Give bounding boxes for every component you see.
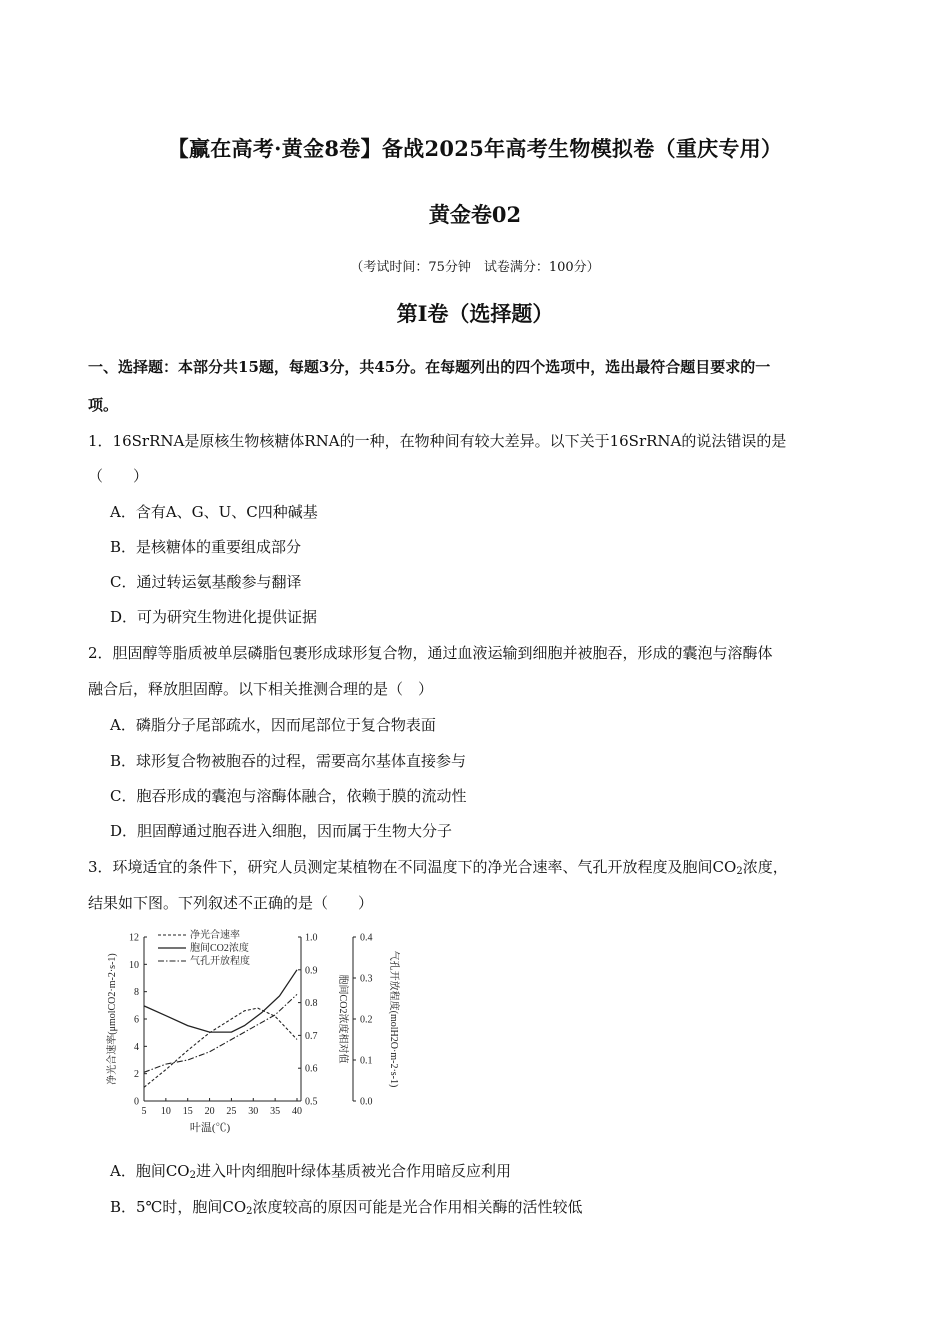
right-tick-label: 0.4: [360, 932, 373, 944]
q2-option-c: C．胞吞形成的囊泡与溶酶体融合，依赖于膜的流动性: [110, 787, 467, 805]
q1-option-a: A．含有A、G、U、C四种碱基: [110, 503, 318, 521]
q1-stem-line-1: 1．16SrRNA是原核生物核糖体RNA的一种，在物种间有较大差异。以下关于16SrRNA的说法错误的是: [88, 432, 787, 450]
mid-tick-label: 1.0: [305, 932, 318, 944]
x-tick-label: 40: [292, 1106, 302, 1117]
right-axis-title: 气孔开放程度(molH2O·m-2·s-1): [388, 950, 399, 1088]
instructions-line-1: 一、选择题：本部分共15题，每题3分，共45分。在每题列出的四个选项中，选出最符合题目要求的一: [88, 358, 771, 376]
q3-stem-line-1: 3．环境适宜的条件下，研究人员测定某植物在不同温度下的净光合速率、气孔开放程度及胞间$CO_2$浓度，: [88, 858, 788, 877]
q2-stem-line-2: 融合后，释放胆固醇。以下相关推测合理的是（ ）: [88, 680, 434, 698]
q3-option-a: A．胞间$CO_2$进入叶肉细胞叶绿体基质被光合作用暗反应利用: [110, 1162, 511, 1181]
mid-tick-label: 0.9: [305, 965, 318, 977]
q1-option-b: B．是核糖体的重要组成部分: [110, 538, 302, 556]
left-tick-label: 2: [134, 1069, 139, 1081]
q2-option-b: B．球形复合物被胞吞的过程，需要高尔基体直接参与: [110, 752, 467, 770]
right-tick-label: 0.0: [360, 1096, 373, 1108]
mid-tick-label: 0.7: [305, 1030, 318, 1042]
q2-option-a: A．磷脂分子尾部疏水，因而尾部位于复合物表面: [110, 716, 436, 734]
x-tick-label: 10: [160, 1106, 171, 1117]
q3-stem-line-2: 结果如下图。下列叙述不正确的是（ ）: [88, 894, 374, 912]
left-axis-title: 净光合速率(μmolCO2·m-2·s-1): [107, 953, 118, 1085]
mid-tick-label: 0.6: [305, 1063, 318, 1075]
legend-label-stomata: 气孔开放程度: [190, 956, 250, 967]
q1-option-d: D．可为研究生物进化提供证据: [110, 608, 318, 626]
left-tick-label: 6: [134, 1014, 139, 1026]
legend-label-co2: 胞间CO2浓度: [190, 943, 249, 954]
right-tick-label: 0.3: [360, 973, 373, 985]
left-tick-label: 12: [129, 932, 139, 944]
q3-chart: [100, 925, 410, 1140]
left-tick-label: 8: [134, 987, 139, 999]
series-stomatal-opening: [144, 994, 297, 1072]
x-tick-label: 15: [182, 1106, 193, 1117]
right-tick-label: 0.1: [360, 1055, 373, 1067]
left-tick-label: 0: [134, 1096, 139, 1108]
q1-stem-line-2: （ ）: [88, 467, 149, 485]
x-tick-label: 30: [248, 1106, 259, 1117]
x-tick-label: 25: [226, 1106, 237, 1117]
right-tick-label: 0.2: [360, 1014, 373, 1026]
left-tick-label: 10: [129, 959, 139, 971]
instructions-line-2: 项。: [88, 396, 119, 414]
legend: [158, 928, 250, 967]
mid-tick-label: 0.5: [305, 1096, 318, 1108]
legend-label-net-photosynthesis: 净光合速率: [190, 930, 240, 941]
mid-axis-title: 胞间CO2浓度相对值: [337, 974, 348, 1064]
page-title: 【赢在高考·黄金8卷】备战2025年高考生物模拟卷（重庆专用）: [167, 136, 783, 161]
section-title: 第I卷（选择题）: [396, 301, 554, 326]
series-net-photosynthesis: [144, 1008, 297, 1087]
exam-info: （考试时间：75分钟 试卷满分：100分）: [350, 260, 600, 275]
mid-tick-label: 0.8: [305, 998, 318, 1010]
q2-option-d: D．胆固醇通过胞吞进入细胞，因而属于生物大分子: [110, 822, 453, 840]
page-subtitle: 黄金卷02: [428, 202, 522, 227]
q2-stem-line-1: 2．胆固醇等脂质被单层磷脂包裹形成球形复合物，通过血液运输到细胞并被胞吞，形成的囊泡与溶酶体: [88, 644, 773, 662]
series-intercellular-co2: [144, 970, 297, 1032]
x-tick-label: 5: [141, 1106, 147, 1117]
q1-option-c: C．通过转运氨基酸参与翻译: [110, 573, 302, 591]
left-tick-label: 4: [134, 1041, 139, 1053]
x-axis-title: 叶温(℃): [189, 1122, 231, 1134]
x-tick-label: 20: [204, 1106, 215, 1117]
x-tick-label: 35: [270, 1106, 281, 1117]
q3-option-b: B．5℃时，胞间$CO_2$浓度较高的原因可能是光合作用相关酶的活性较低: [110, 1198, 583, 1217]
